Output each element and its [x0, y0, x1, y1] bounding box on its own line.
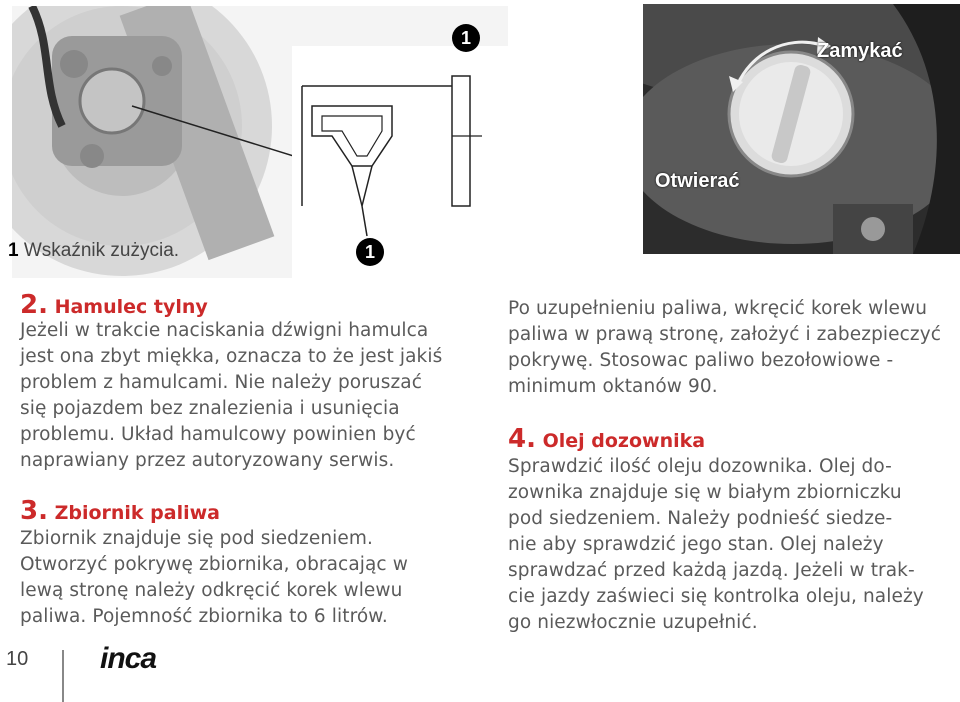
fuel-cap-illustration	[643, 4, 960, 254]
footer-divider	[62, 650, 64, 702]
section-3-number: 3.	[20, 496, 48, 526]
section-3-line: Otworzyć pokrywę zbiornika, obracając w	[20, 554, 408, 575]
section-4-line: go niezwłocznie uzupełnić.	[508, 612, 758, 633]
section-2-heading	[20, 290, 208, 320]
section-2-line: się pojazdem bez znalezienia i usunięcia	[20, 398, 400, 419]
callout-badge-bottom: 1	[356, 238, 384, 266]
section-4-number: 4.	[508, 424, 536, 454]
section-2-line: jest ona zbyt miękka, oznacza to że jest jakiś	[20, 346, 443, 367]
brake-caliper-illustration	[12, 6, 508, 278]
section-2-line: problem z hamulcami. Nie należy poruszać	[20, 372, 423, 393]
wear-indicator-caption	[8, 240, 179, 262]
fuel-text-line: Po uzupełnieniu paliwa, wkręcić korek wlewu	[508, 298, 928, 319]
page-number: 10	[6, 648, 29, 670]
section-2-line: problemu. Układ hamulcowy powinien być	[20, 424, 416, 445]
brake-caliper-figure	[12, 6, 508, 278]
fuel-text-line: minimum oktanów 90.	[508, 376, 718, 397]
section-2-line: Jeżeli w trakcie naciskania dźwigni hamulca	[20, 320, 429, 341]
section-4-line: zownika znajduje się w białym zbiorniczku	[508, 482, 902, 503]
section-4-line: cie jazdy zaświeci się kontrolka oleju, należy	[508, 586, 924, 607]
section-2-number: 2.	[20, 290, 48, 320]
section-3-line: lewą stronę należy odkręcić korek wlewu	[20, 580, 403, 601]
fuel-text-line: paliwa w prawą stronę, założyć i zabezpieczyć	[508, 324, 942, 345]
section-4-line: Sprawdzić ilość oleju dozownika. Olej do-	[508, 456, 892, 477]
close-direction-label: Zamykać	[817, 40, 903, 62]
caption-number: 1	[8, 240, 19, 261]
brand-logo: inca	[100, 642, 157, 675]
section-3-title: Zbiornik paliwa	[47, 502, 221, 524]
section-3-line: Zbiornik znajduje się pod siedzeniem.	[20, 528, 373, 549]
section-2-title: Hamulec tylny	[47, 296, 208, 318]
section-2-line: naprawiany przez autoryzowany serwis.	[20, 450, 395, 471]
section-4-line: pod siedzeniem. Należy podnieść siedze-	[508, 508, 893, 529]
caption-text: Wskaźnik zużycia.	[18, 240, 180, 261]
fuel-text-line: pokrywę. Stosowac paliwo bezołowiowe -	[508, 350, 894, 371]
open-direction-label: Otwierać	[655, 170, 740, 192]
section-4-line: nie aby sprawdzić jego stan. Olej należy	[508, 534, 884, 555]
section-4-heading	[508, 424, 705, 454]
fuel-cap-figure	[643, 4, 960, 254]
section-4-title: Olej dozownika	[535, 430, 706, 452]
section-4-line: sprawdzać przed każdą jazdą. Jeżeli w trak-	[508, 560, 915, 581]
callout-badge-top: 1	[452, 24, 480, 52]
section-3-line: paliwa. Pojemność zbiornika to 6 litrów.	[20, 606, 388, 627]
section-3-heading	[20, 496, 220, 526]
